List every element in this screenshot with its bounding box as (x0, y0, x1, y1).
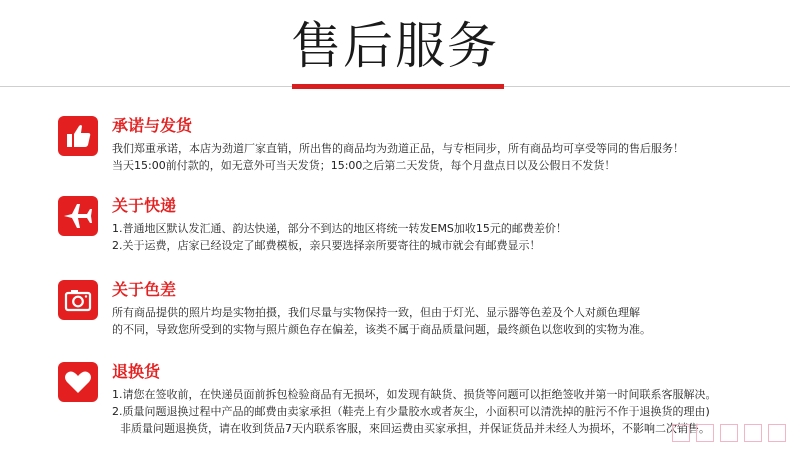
section-text-line: 非质量问题退换货，请在收到货品7天内联系客服，來回运费由买家承担，并保证货品并未经人为损坏，不影响二次销售。 (120, 422, 710, 435)
section-title: 承诺与发货 (112, 116, 193, 135)
section-title: 关于快递 (112, 196, 177, 215)
section-text-line: 2.关于运费，店家已经设定了邮费模板，亲只要选择亲所要寄往的城市就会有邮费显示！ (112, 239, 541, 252)
camera-icon (58, 280, 98, 320)
watermark-box (768, 424, 786, 442)
page-title: 售后服务 (291, 17, 499, 75)
section-title: 关于色差 (112, 280, 177, 299)
section-title: 退换货 (112, 362, 161, 381)
watermark-box (744, 424, 762, 442)
thumbs-up-icon (58, 116, 98, 156)
heart-icon (58, 362, 98, 402)
section-text-line: 当天15:00前付款的，如无意外可当天发货；15:00之后第二天发货，每个月盘点日以及公假日不发货！ (112, 159, 616, 172)
watermark-box (672, 424, 690, 442)
title-underline (292, 84, 504, 89)
watermark-box (696, 424, 714, 442)
airplane-icon (58, 196, 98, 236)
watermark-box (720, 424, 738, 442)
section-text-line: 所有商品提供的照片均是实物拍摄，我们尽量与实物保持一致，但由于灯光、显示器等色差及个人对颜色理解 (112, 306, 640, 319)
section-text-line: 2.质量问题退换过程中产品的邮费由卖家承担（鞋壳上有少量胶水或者灰尘，小面积可以清洗掉的脏污不作于退换货的理由) (112, 405, 710, 418)
section-text-line: 我们郑重承诺，本店为劲道厂家直销，所出售的商品均为劲道正品，与专柜同步，所有商品均可享受等同的售后服务！ (112, 142, 684, 155)
section-text-line: 1.普通地区默认发汇通、韵达快递，部分不到达的地区将统一转发EMS加收15元的邮费差价！ (112, 222, 567, 235)
section-text-line: 1.请您在签收前，在快递员面前拆包检验商品有无损坏，如发现有缺货、损货等问题可以拒绝签收并第一时间联系客服解决。 (112, 388, 717, 401)
section-text-line: 的不同，导致您所受到的实物与照片颜色存在偏差，该类不属于商品质量问题，最终颜色以您收到的实物为准。 (112, 323, 651, 336)
